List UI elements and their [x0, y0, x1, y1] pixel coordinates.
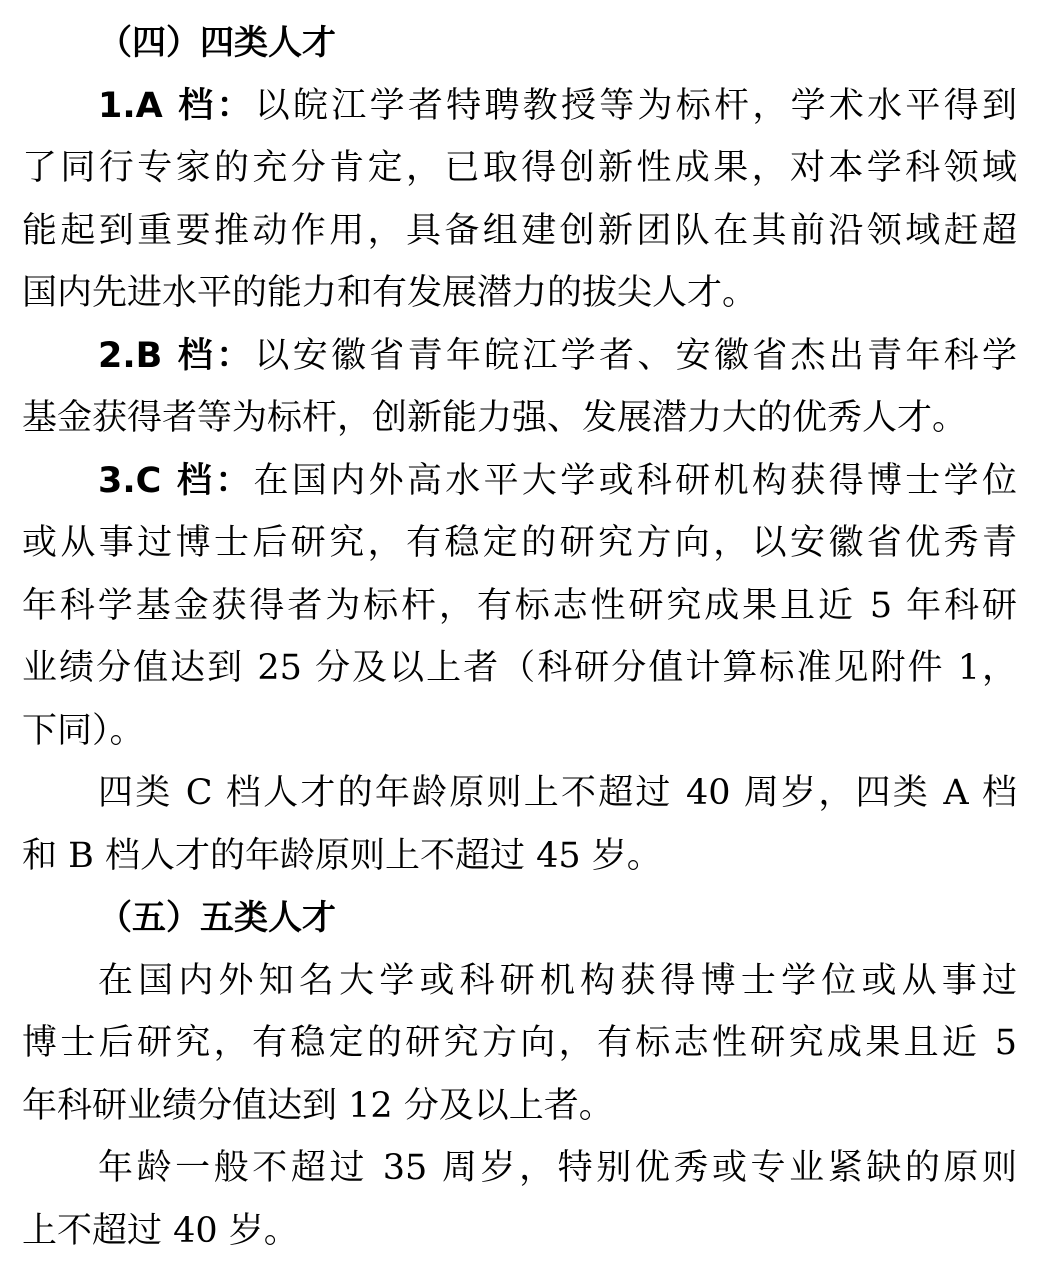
tier-c-line-4: 业绩分值达到 25 分及以上者（科研分值计算标准见附件 1， [22, 637, 1017, 700]
section-4-age-line-1: 四类 C 档人才的年龄原则上不超过 40 周岁，四类 A 档 [22, 762, 1017, 825]
tier-a-text-1: 以皖江学者特聘教授等为标杆，学术水平得到 [255, 86, 1017, 126]
tier-c-line-5: 下同）。 [22, 700, 1017, 763]
section-5-req-line-2: 博士后研究，有稳定的研究方向，有标志性研究成果且近 5 [22, 1012, 1017, 1075]
tier-a-line-4: 国内先进水平的能力和有发展潜力的拔尖人才。 [22, 262, 1017, 325]
tier-b-line-1 [22, 325, 1017, 388]
tier-a-line-3: 能起到重要推动作用，具备组建创新团队在其前沿领域赶超 [22, 200, 1017, 263]
section-5-heading: （五）五类人才 [22, 887, 1017, 950]
tier-c-line-2: 或从事过博士后研究，有稳定的研究方向，以安徽省优秀青 [22, 512, 1017, 575]
section-5-req-line-1: 在国内外知名大学或科研机构获得博士学位或从事过 [22, 950, 1017, 1013]
section-5-age-line-2: 上不超过 40 岁。 [22, 1200, 1017, 1262]
tier-a-line-1 [22, 75, 1017, 138]
tier-c-line-3: 年科学基金获得者为标杆，有标志性研究成果且近 5 年科研 [22, 575, 1017, 638]
tier-a-label: 1.A 档： [98, 86, 255, 126]
section-4-heading: （四）四类人才 [22, 12, 1017, 75]
tier-b-line-2: 基金获得者等为标杆，创新能力强、发展潜力大的优秀人才。 [22, 387, 1017, 450]
tier-c-line-1 [22, 450, 1017, 513]
section-5-age-line-1: 年龄一般不超过 35 周岁，特别优秀或专业紧缺的原则 [22, 1137, 1017, 1200]
section-5-req-line-3: 年科研业绩分值达到 12 分及以上者。 [22, 1075, 1017, 1138]
tier-c-text-1: 在国内外高水平大学或科研机构获得博士学位 [254, 461, 1017, 501]
section-4-age-line-2: 和 B 档人才的年龄原则上不超过 45 岁。 [22, 825, 1017, 888]
tier-b-text-1: 以安徽省青年皖江学者、安徽省杰出青年科学 [254, 336, 1017, 376]
tier-a-line-2: 了同行专家的充分肯定，已取得创新性成果，对本学科领域 [22, 137, 1017, 200]
tier-c-label: 3.C 档： [98, 461, 254, 501]
document-page [22, 12, 1017, 1262]
tier-b-label: 2.B 档： [98, 336, 254, 376]
